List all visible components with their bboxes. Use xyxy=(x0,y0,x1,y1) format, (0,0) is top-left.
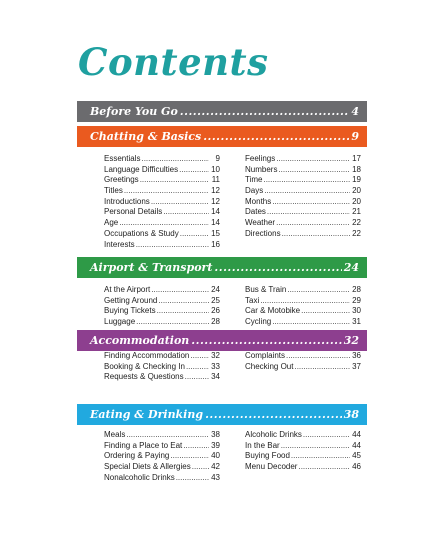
entry-title: Special Diets & Allergies xyxy=(104,462,191,472)
entry-title: Numbers xyxy=(245,164,278,174)
dot-leader xyxy=(136,317,209,328)
toc-entry[interactable] xyxy=(104,218,220,229)
toc-entry[interactable] xyxy=(104,175,220,186)
toc-entry[interactable] xyxy=(245,229,361,240)
dot-leader xyxy=(298,462,350,473)
toc-entry[interactable] xyxy=(245,207,361,218)
chatting-left-list xyxy=(104,154,220,250)
entry-title: Meals xyxy=(104,430,126,439)
dot-leader xyxy=(179,165,209,176)
entry-page: 15 xyxy=(211,228,220,238)
toc-entry[interactable] xyxy=(245,451,361,462)
entry-page: 22 xyxy=(352,228,361,238)
entry-page: 10 xyxy=(211,164,220,174)
entry-title: Alcoholic Drinks xyxy=(245,430,302,439)
toc-entry[interactable] xyxy=(104,197,220,208)
eating-left-list xyxy=(104,430,220,483)
entry-page: 40 xyxy=(211,451,220,461)
entry-title: Titles xyxy=(104,186,123,196)
entry-title: Bus & Train xyxy=(245,285,287,294)
toc-entry[interactable] xyxy=(104,441,220,452)
toc-entry[interactable] xyxy=(104,306,220,317)
dot-leader xyxy=(158,296,209,307)
entry-title: Time xyxy=(245,175,263,185)
entry-page: 36 xyxy=(352,351,361,360)
toc-entry[interactable] xyxy=(104,451,220,462)
entry-title: Buying Tickets xyxy=(104,306,156,316)
entry-title: Cycling xyxy=(245,317,272,327)
entry-page: 44 xyxy=(352,440,361,450)
accommodation-right-list xyxy=(245,351,361,372)
dot-leader xyxy=(278,165,350,176)
dot-leader xyxy=(140,175,209,186)
dot-leader xyxy=(267,207,350,218)
entry-page: 38 xyxy=(211,430,220,439)
entry-page: 18 xyxy=(352,164,361,174)
dot-leader xyxy=(272,317,350,328)
dot-leader xyxy=(264,186,350,197)
dot-leader xyxy=(286,351,350,362)
section-label: Accommodation xyxy=(90,334,190,347)
toc-entry[interactable] xyxy=(245,197,361,208)
entry-title: Language Difficulties xyxy=(104,164,179,174)
section-bar-eating-drinking[interactable] xyxy=(77,404,367,425)
dot-leader xyxy=(214,257,341,278)
entry-page: 20 xyxy=(352,196,361,206)
toc-entry[interactable] xyxy=(104,165,220,176)
dot-leader xyxy=(287,285,350,296)
dot-leader xyxy=(301,306,350,317)
entry-title: Getting Around xyxy=(104,295,158,305)
dot-leader xyxy=(151,197,209,208)
toc-entry[interactable] xyxy=(245,441,361,452)
toc-entry[interactable] xyxy=(245,154,361,165)
entry-title: Complaints xyxy=(245,351,286,360)
entry-title: Booking & Checking In xyxy=(104,361,185,371)
entry-title: At the Airport xyxy=(104,285,151,294)
airport-right-list xyxy=(245,285,361,328)
entry-page: 20 xyxy=(352,186,361,196)
entry-title: Checking Out xyxy=(245,361,294,371)
entry-page: 46 xyxy=(352,462,361,472)
dot-leader xyxy=(124,186,209,197)
dot-leader xyxy=(205,404,342,425)
toc-entry[interactable] xyxy=(104,317,220,328)
entry-title: Finding Accommodation xyxy=(104,351,190,360)
section-bar-before-you-go[interactable] xyxy=(77,101,367,122)
section-label: Before You Go xyxy=(90,105,178,118)
chatting-right-list xyxy=(245,154,361,240)
dot-leader xyxy=(282,229,350,240)
entry-page: 21 xyxy=(352,207,361,217)
toc-entry[interactable] xyxy=(104,285,220,296)
section-label: Eating & Drinking xyxy=(90,408,204,421)
dot-leader xyxy=(203,126,349,147)
entry-page: 26 xyxy=(211,306,220,316)
entry-page: 16 xyxy=(211,239,220,249)
entry-title: Feelings xyxy=(245,154,276,163)
dot-leader xyxy=(276,218,350,229)
toc-entry[interactable] xyxy=(104,240,220,251)
entry-page: 37 xyxy=(352,361,361,371)
section-page: 4 xyxy=(351,105,359,118)
entry-page: 33 xyxy=(211,361,220,371)
entry-title: Finding a Place to Eat xyxy=(104,440,183,450)
dot-leader xyxy=(119,218,209,229)
dot-leader xyxy=(126,430,209,441)
dot-leader xyxy=(272,197,350,208)
dot-leader xyxy=(180,101,350,122)
dot-leader xyxy=(281,441,350,452)
toc-entry[interactable] xyxy=(245,462,361,473)
entry-title: Age xyxy=(104,218,119,228)
entry-title: Ordering & Paying xyxy=(104,451,170,461)
entry-page: 28 xyxy=(211,317,220,327)
toc-entry[interactable] xyxy=(245,285,361,296)
dot-leader xyxy=(303,430,350,441)
entry-page: 28 xyxy=(352,285,361,294)
dot-leader xyxy=(192,462,209,473)
toc-entry[interactable] xyxy=(104,229,220,240)
entry-page: 17 xyxy=(352,154,361,163)
entry-page: 11 xyxy=(211,175,220,185)
toc-entry[interactable] xyxy=(245,351,361,362)
entry-title: Luggage xyxy=(104,317,136,327)
dot-leader xyxy=(183,441,209,452)
dot-leader xyxy=(151,285,209,296)
entry-title: In the Bar xyxy=(245,440,280,450)
entry-page: 45 xyxy=(352,451,361,461)
section-bar-chatting-basics[interactable] xyxy=(77,126,367,147)
section-page: 24 xyxy=(343,261,359,274)
dot-leader xyxy=(263,175,350,186)
entry-page: 30 xyxy=(352,306,361,316)
entry-page: 31 xyxy=(352,317,361,327)
entry-page: 22 xyxy=(352,218,361,228)
toc-entry[interactable] xyxy=(245,306,361,317)
toc-entry[interactable] xyxy=(104,430,220,441)
entry-title: Weather xyxy=(245,218,276,228)
dot-leader xyxy=(180,229,209,240)
dot-leader xyxy=(170,451,209,462)
entry-page: 12 xyxy=(211,196,220,206)
section-bar-accommodation[interactable] xyxy=(77,330,367,351)
accommodation-left-list xyxy=(104,351,220,383)
entry-title: Taxi xyxy=(245,295,260,305)
page-title: Contents xyxy=(78,40,269,84)
entry-title: Menu Decoder xyxy=(245,462,298,472)
entry-title: Interests xyxy=(104,239,135,249)
section-page: 9 xyxy=(351,130,359,143)
toc-entry[interactable] xyxy=(104,362,220,373)
entry-page: 29 xyxy=(352,295,361,305)
dot-leader xyxy=(190,351,209,362)
airport-left-list xyxy=(104,285,220,328)
entry-title: Essentials xyxy=(104,154,141,163)
entry-title: Requests & Questions xyxy=(104,372,184,382)
dot-leader xyxy=(291,451,350,462)
entry-page: 39 xyxy=(211,440,220,450)
entry-page: 12 xyxy=(211,186,220,196)
toc-entry[interactable] xyxy=(245,317,361,328)
entry-title: Introductions xyxy=(104,196,150,206)
entry-page: 44 xyxy=(352,430,361,439)
dot-leader xyxy=(191,330,341,351)
entry-title: Buying Food xyxy=(245,451,290,461)
dot-leader xyxy=(163,207,209,218)
entry-page: 32 xyxy=(211,351,220,360)
toc-entry[interactable] xyxy=(104,372,220,383)
entry-page: 34 xyxy=(211,372,220,382)
toc-entry[interactable] xyxy=(245,218,361,229)
entry-title: Months xyxy=(245,196,272,206)
toc-entry[interactable] xyxy=(104,296,220,307)
entry-page: 14 xyxy=(211,207,220,217)
section-page: 38 xyxy=(343,408,359,421)
toc-entry[interactable] xyxy=(245,296,361,307)
toc-entry[interactable] xyxy=(245,362,361,373)
entry-page: 43 xyxy=(211,472,220,482)
entry-page: 25 xyxy=(211,295,220,305)
entry-page: 9 xyxy=(215,154,220,163)
entry-title: Nonalcoholic Drinks xyxy=(104,472,175,482)
entry-page: 19 xyxy=(352,175,361,185)
toc-entry[interactable] xyxy=(104,351,220,362)
entry-page: 14 xyxy=(211,218,220,228)
section-bar-airport-transport[interactable] xyxy=(77,257,367,278)
toc-entry[interactable] xyxy=(104,462,220,473)
dot-leader xyxy=(185,372,209,383)
toc-entry[interactable] xyxy=(245,186,361,197)
entry-title: Greetings xyxy=(104,175,139,185)
entry-title: Directions xyxy=(245,228,281,238)
dot-leader xyxy=(294,362,350,373)
toc-entry[interactable] xyxy=(245,430,361,441)
section-page: 32 xyxy=(343,334,359,347)
toc-entry[interactable] xyxy=(104,473,220,484)
section-label: Airport & Transport xyxy=(90,261,213,274)
toc-entry[interactable] xyxy=(245,175,361,186)
entry-title: Car & Motobike xyxy=(245,306,301,316)
entry-title: Occupations & Study xyxy=(104,228,179,238)
entry-page: 42 xyxy=(211,462,220,472)
dot-leader xyxy=(141,154,209,165)
toc-entry[interactable] xyxy=(104,154,220,165)
entry-title: Dates xyxy=(245,207,266,217)
section-label: Chatting & Basics xyxy=(90,130,202,143)
toc-entry[interactable] xyxy=(104,186,220,197)
entry-title: Personal Details xyxy=(104,207,163,217)
dot-leader xyxy=(186,362,209,373)
dot-leader xyxy=(276,154,350,165)
dot-leader xyxy=(136,240,209,251)
dot-leader xyxy=(176,473,209,484)
entry-page: 24 xyxy=(211,285,220,294)
toc-entry[interactable] xyxy=(245,165,361,176)
eating-right-list xyxy=(245,430,361,473)
dot-leader xyxy=(157,306,209,317)
dot-leader xyxy=(260,296,350,307)
toc-entry[interactable] xyxy=(104,207,220,218)
entry-title: Days xyxy=(245,186,264,196)
